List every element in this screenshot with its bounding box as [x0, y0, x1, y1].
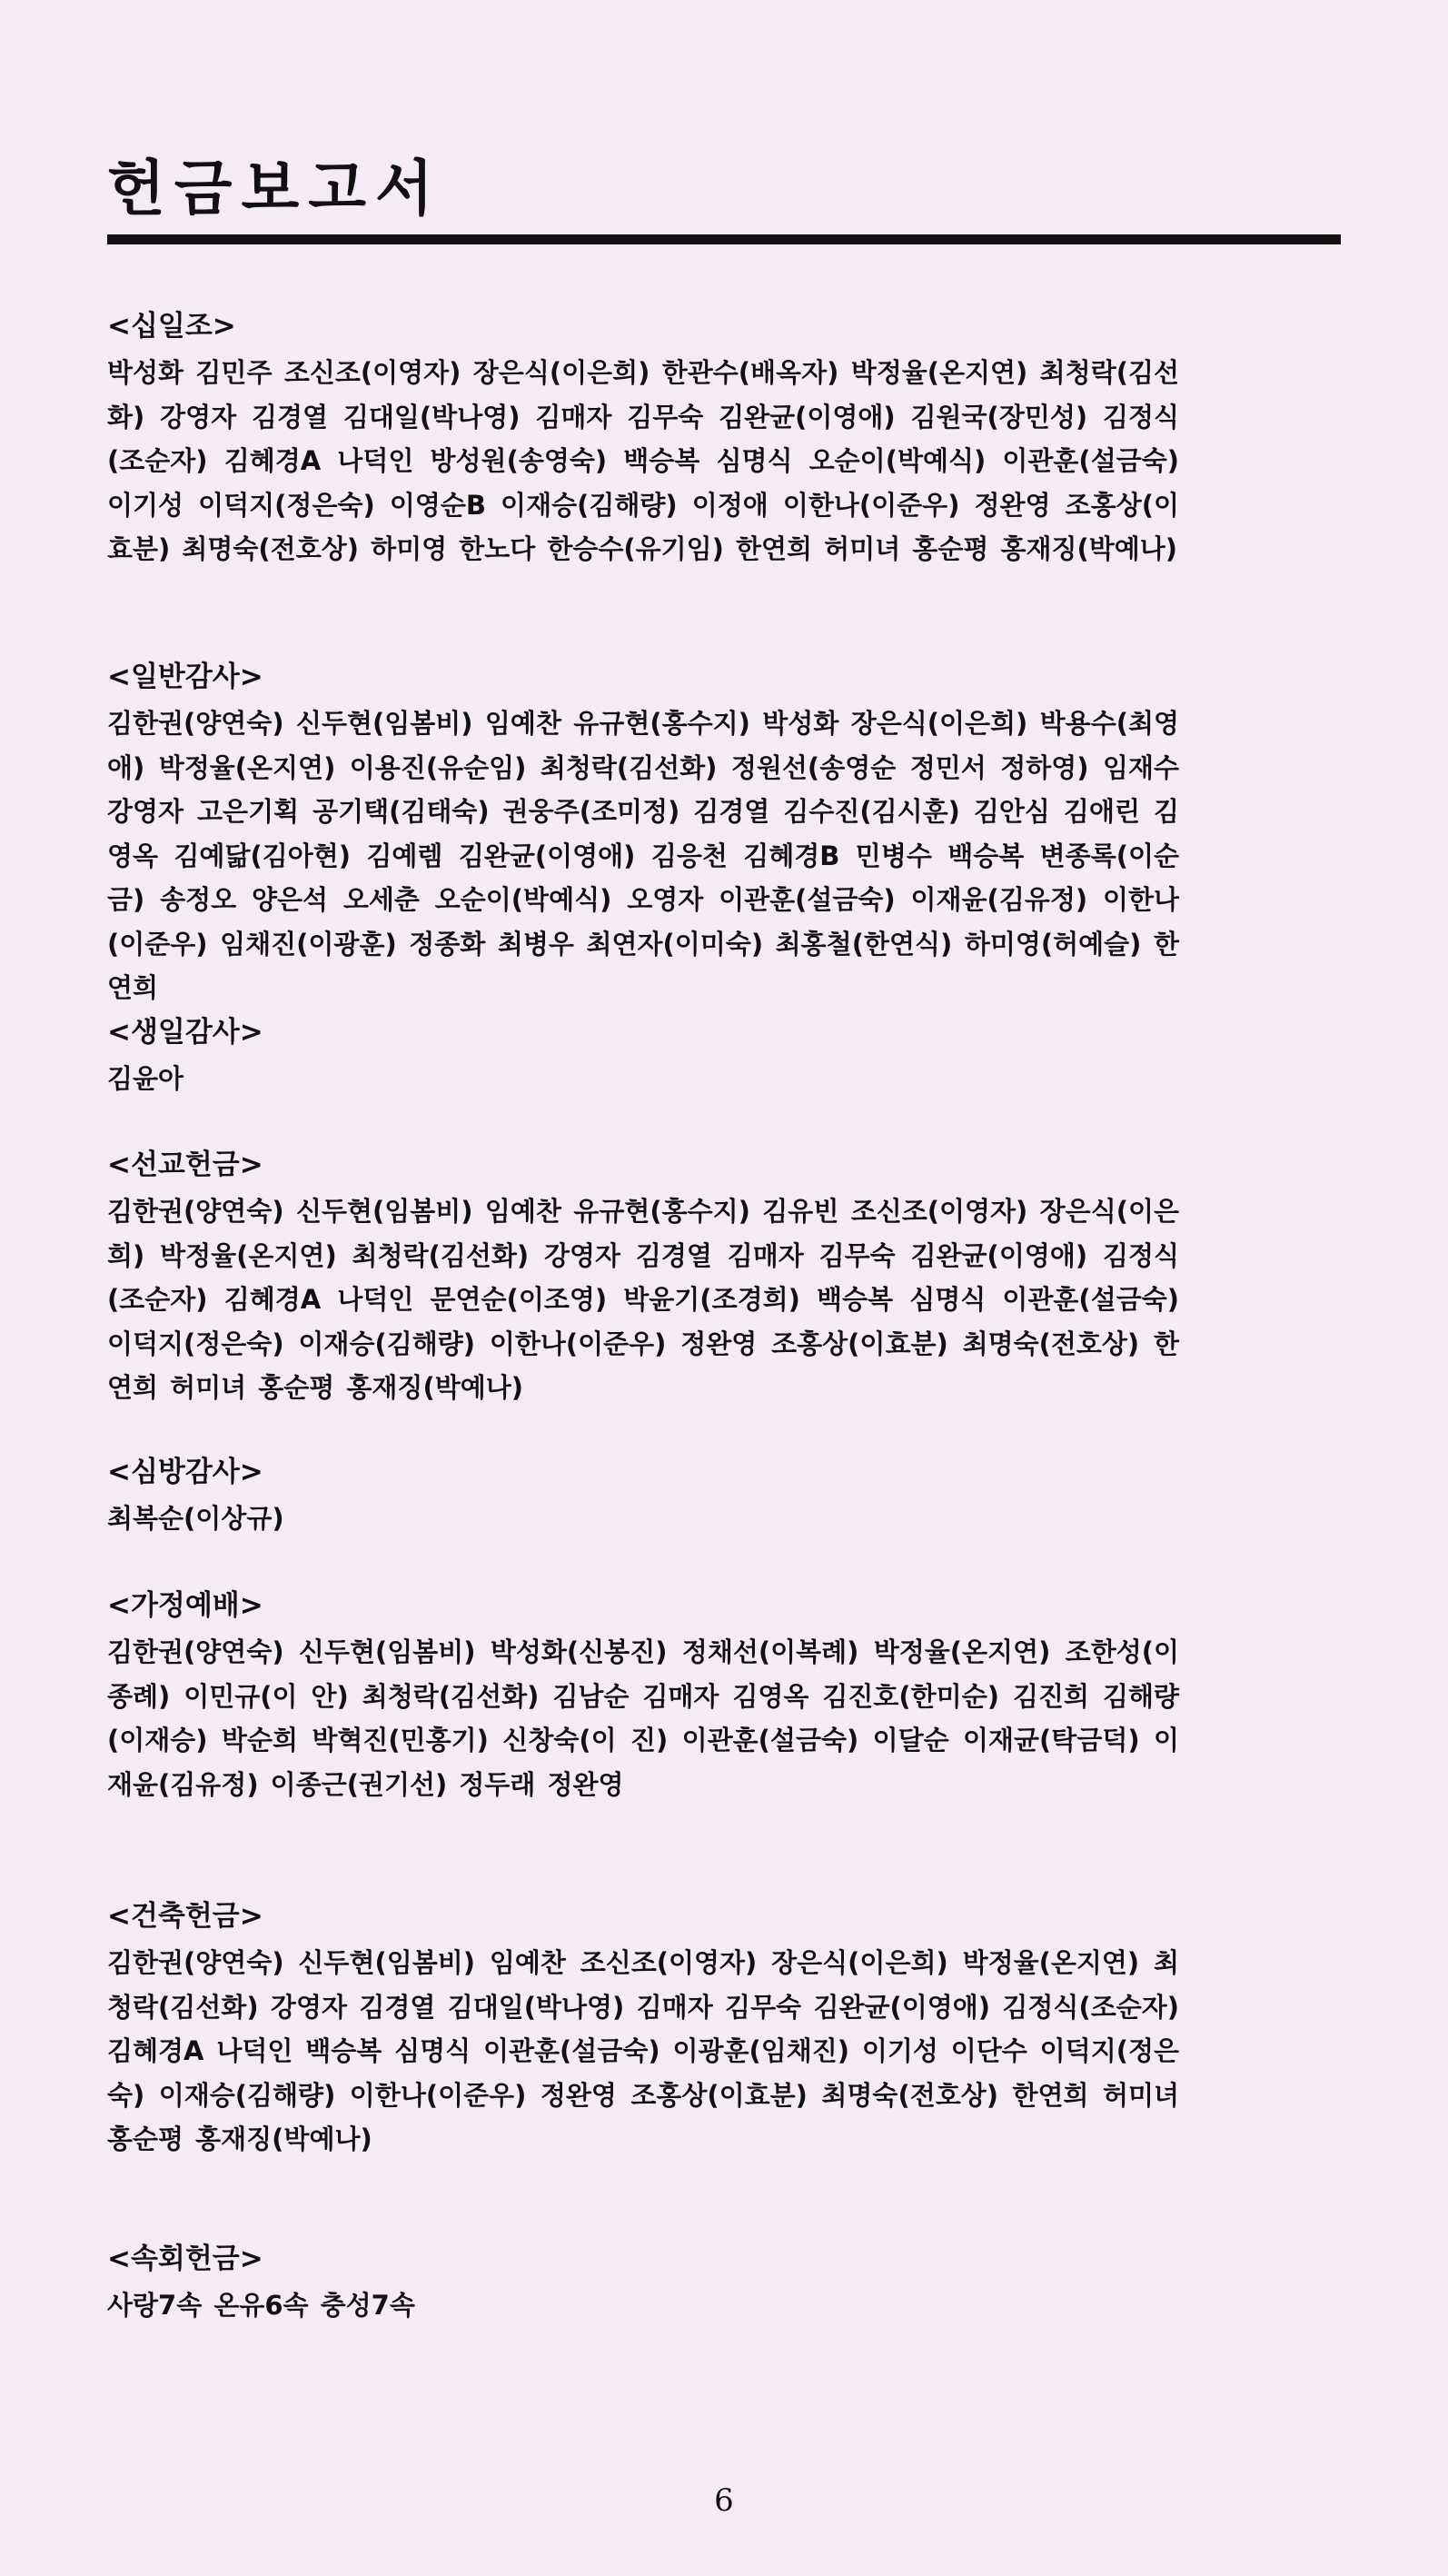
page-number: 6: [714, 2482, 734, 2519]
donor-list: 최복순(이상규): [107, 1503, 284, 1534]
page-title: 헌금보고서: [107, 154, 442, 224]
section-heading: <건축헌금>: [107, 1900, 263, 1933]
section-tithe: [107, 305, 1179, 572]
donor-list: 사랑7속 온유6속 충성7속: [107, 2290, 415, 2321]
section-mission-offering: [107, 1144, 1179, 1410]
donor-list: 박성화 김민주 조신조(이영자) 장은식(이은희) 한관수(배옥자) 박정율(온지연) 최청락(김선화) 강영자 김경열 김대일(박나영) 김매자 김무숙 김완균(이영애) 김원국(장민성) 김정식(조순자) 김혜경A 나덕인 방성원(송영숙) 백승복 심명식 오순이(박예식) 이관훈(설금숙) 이기성 이덕지(정은숙) 이영순B 이재승(김해량) 이정애 이한나(이준우) 정완영 조홍상(이효분) 최명숙(전호상) 하미영 한노다 한승수(유기임) 한연희 허미녀 홍순평 홍재징(박예나): [107, 357, 1179, 564]
title-divider: [107, 234, 1341, 244]
donor-list: 김한권(양연숙) 신두현(임봄비) 임예찬 유규현(홍수지) 김유빈 조신조(이영자) 장은식(이은희) 박정율(온지연) 최청락(김선화) 강영자 김경열 김매자 김무숙 김완균(이영애) 김정식(조순자) 김혜경A 나덕인 문연순(이조영) 박윤기(조경희) 백승복 심명식 이관훈(설금숙) 이덕지(정은숙) 이재승(김해량) 이한나(이준우) 정완영 조홍상(이효분) 최명숙(전호상) 한연희 허미녀 홍순평 홍재징(박예나): [107, 1196, 1179, 1403]
section-general-thanks: [107, 656, 1179, 1010]
donor-list: 김한권(양연숙) 신두현(임봄비) 박성화(신봉진) 정채선(이복례) 박정율(온지연) 조한성(이종례) 이민규(이 안) 최청락(김선화) 김남순 김매자 김영옥 김진호(한미순) 김진희 김해량(이재승) 박순희 박혁진(민홍기) 신창숙(이 진) 이관훈(설금숙) 이달순 이재균(탁금덕) 이재윤(김유정) 이종근(권기선) 정두래 정완영: [107, 1636, 1179, 1800]
section-visitation-thanks: [107, 1451, 1179, 1541]
section-birthday-thanks: [107, 1011, 1179, 1101]
donor-list: 김윤아: [107, 1063, 184, 1094]
section-heading: <가정예배>: [107, 1589, 263, 1622]
donor-list: 김한권(양연숙) 신두현(임봄비) 임예찬 유규현(홍수지) 박성화 장은식(이은희) 박용수(최영애) 박정율(온지연) 이용진(유순임) 최청락(김선화) 정원선(송영순 정민서 정하영) 임재수 강영자 고은기획 공기택(김태숙) 권웅주(조미정) 김경열 김수진(김시훈) 김안심 김애린 김영옥 김예닮(김아현) 김예렘 김완균(이영애) 김응천 김혜경B 민병수 백승복 변종록(이순금) 송정오 양은석 오세춘 오순이(박예식) 오영자 이관훈(설금숙) 이재윤(김유정) 이한나(이준우) 임채진(이광훈) 정종화 최병우 최연자(이미숙) 최홍철(한연식) 하미영(허예슬) 한연희: [107, 708, 1179, 1003]
donor-list: 김한권(양연숙) 신두현(임봄비) 임예찬 조신조(이영자) 장은식(이은희) 박정율(온지연) 최청락(김선화) 강영자 김경열 김대일(박나영) 김매자 김무숙 김완균(이영애) 김정식(조순자) 김혜경A 나덕인 백승복 심명식 이관훈(설금숙) 이광훈(임채진) 이기성 이단수 이덕지(정은숙) 이재승(김해량) 이한나(이준우) 정완영 조홍상(이효분) 최명숙(전호상) 한연희 허미녀 홍순평 홍재징(박예나): [107, 1947, 1179, 2154]
section-heading: <속회헌금>: [107, 2243, 263, 2275]
section-building-offering: [107, 1895, 1179, 2162]
section-heading: <심방감사>: [107, 1456, 263, 1488]
section-heading: <십일조>: [107, 310, 236, 343]
section-heading: <일반감사>: [107, 661, 263, 693]
section-heading: <선교헌금>: [107, 1149, 263, 1181]
section-class-offering: [107, 2238, 1179, 2328]
section-heading: <생일감사>: [107, 1016, 263, 1049]
section-family-worship: [107, 1585, 1179, 1806]
